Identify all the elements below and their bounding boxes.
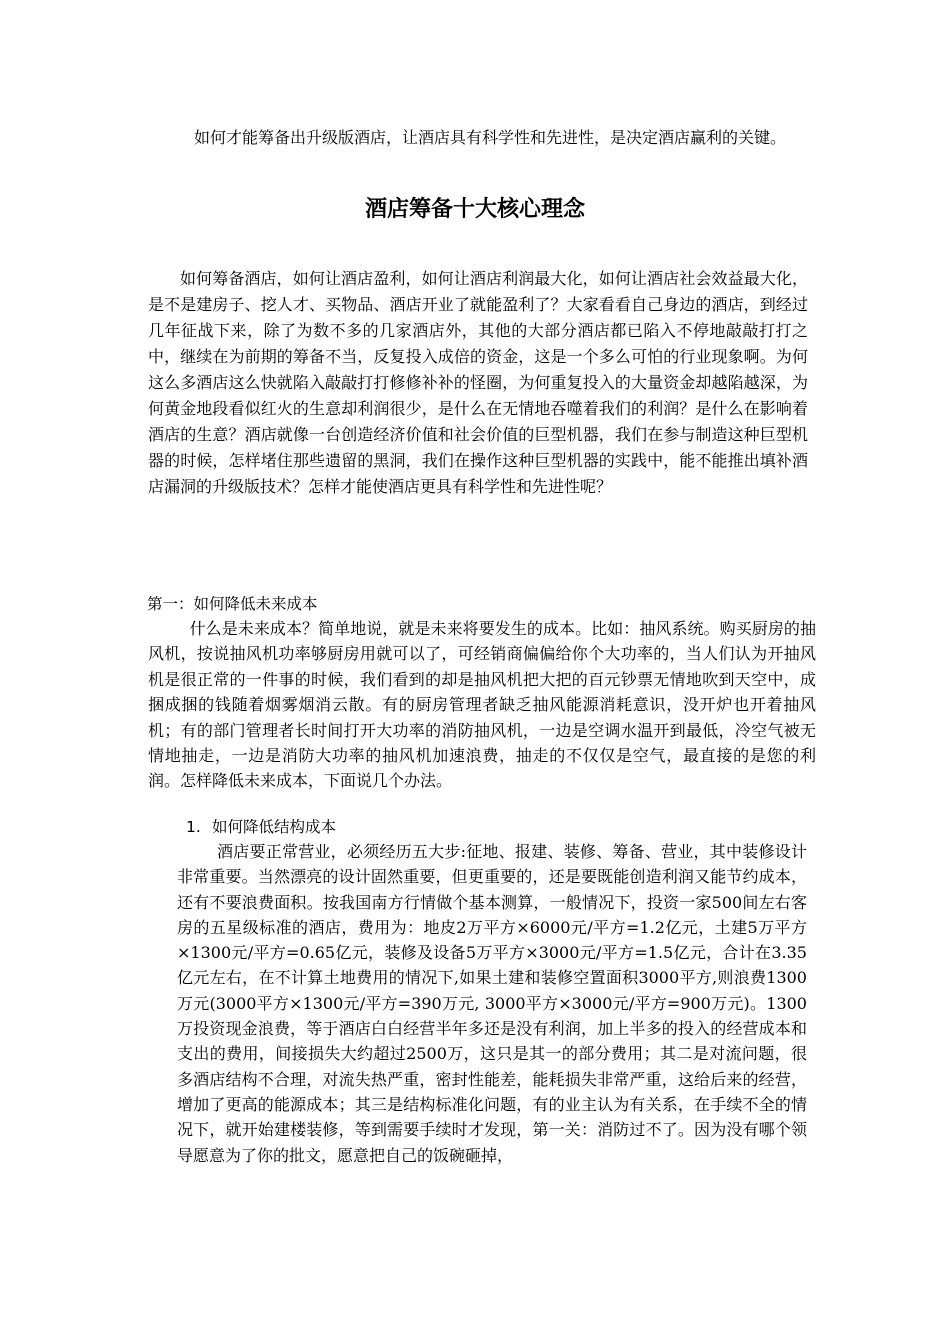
- intro-text: 如何才能筹备出升级版酒店，让酒店具有科学性和先进性，是决定酒店赢利的关键。: [193, 128, 786, 147]
- subsection-heading: [186, 814, 336, 840]
- document-title: 酒店筹备十大核心理念: [364, 197, 585, 222]
- subsection-paragraph: 酒店要正常营业，必须经历五大步:征地、报建、装修、筹备、营业，其中装修设计非常重要。当然漂亮的设计固然重要，但更重要的，还是要既能创造利润又能节约成本，还有不要浪费面积。按我国南方行情做个基本测算，一般情况下，投资一家500间左右客房的五星级标准的酒店，费用为：地皮2万平方×6000元/平方=1.2亿元，土建5万平方×1300元/平方=0.65亿元，装修及设备5万平方×3000元/平方=1.5亿元，合计在3.35亿元左右，在不计算土地费用的情况下,如果土建和装修空置面积3000平方,则浪费1300万元(3000平方×1300元/平方=390万元, 3000平方×3000元/平方=900万元)。1300万投资现金浪费，等于酒店白白经营半年多还是没有利润，加上半多的投入的经营成本和支出的费用，间接损失大约超过2500万，这只是其一的部分费用；其二是对流问题，很多酒店结构不合理，对流失热严重，密封性能差，能耗损失非常严重，这给后来的经营，增加了更高的能源成本；其三是结构标准化问题，有的业主认为有关系，在手续不全的情况下，就开始建楼装修，等到需要手续时才发现，第一关：消防过不了。因为没有哪个领导愿意为了你的批文，愿意把自己的饭碗砸掉，: [177, 842, 807, 1165]
- section-paragraph: 什么是未来成本？简单地说，就是未来将要发生的成本。比如：抽风系统。购买厨房的抽风机，按说抽风机功率够厨房用就可以了，可经销商偏偏给你个大功率的，当人们认为开抽风机是很正常的一件事的时候，我们看到的却是抽风机把大把的百元钞票无情地吹到天空中，成捆成捆的钱随着烟雾烟消云散。有的厨房管理者缺乏抽风能源消耗意识，没开炉也开着抽风机；有的部门管理者长时间打开大功率的消防抽风机，一边是空调水温开到最低，冷空气被无情地抽走，一边是消防大功率的抽风机加速浪费，抽走的不仅仅是空气，最直接的是您的利润。怎样降低未来成本，下面说几个办法。: [148, 619, 816, 791]
- section-heading: 第一：如何降低未来成本: [147, 595, 318, 613]
- subsection-heading-text: 如何降低结构成本: [212, 818, 337, 836]
- lead-paragraph: 如何筹备酒店，如何让酒店盈利，如何让酒店利润最大化，如何让酒店社会效益最大化，是不是建房子、挖人才、买物品、酒店开业了就能盈利了？大家看看自己身边的酒店，到经过几年征战下来，除了为数不多的几家酒店外，其他的大部分酒店都已陷入不停地敲敲打打之中，继续在为前期的筹备不当，反复投入成倍的资金，这是一个多么可怕的行业现象啊。为何这么多酒店这么快就陷入敲敲打打修修补补的怪圈，为何重复投入的大量资金却越陷越深，为何黄金地段看似红火的生意却利润很少，是什么在无情地吞噬着我们的利润？是什么在影响着酒店的生意？酒店就像一台创造经济价值和社会价值的巨型机器，我们在参与制造这种巨型机器的时候，怎样堵住那些遗留的黑洞，我们在操作这种巨型机器的实践中，能不能推出填补酒店漏洞的升级版技术？怎样才能使酒店更具有科学性和先进性呢？: [148, 269, 808, 496]
- subsection-number: 1.: [186, 818, 201, 836]
